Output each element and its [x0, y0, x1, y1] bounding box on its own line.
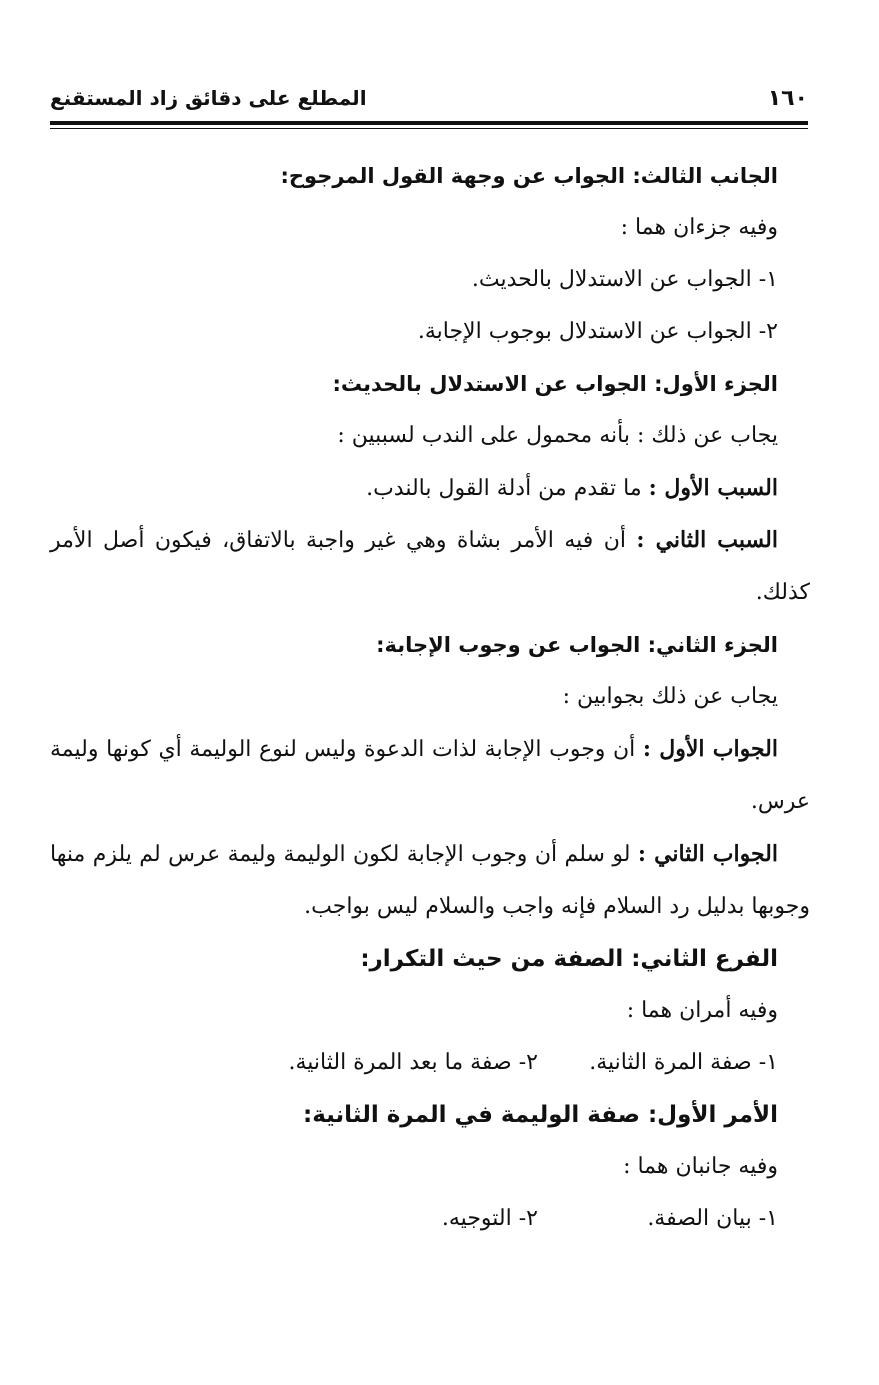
subsection-heading: الجزء الثاني: الجواب عن وجوب الإجابة: [376, 633, 778, 657]
paragraph [50, 723, 810, 828]
section-intro: وفيه أمران هما : [626, 998, 778, 1023]
paragraph: يجاب عن ذلك : بأنه محمول على الندب لسببين : [337, 423, 778, 448]
paragraph-text: أن فيه الأمر بشاة وهي غير واجبة بالاتفاق، فيكون أصل الأمر كذلك. [50, 528, 810, 605]
list-item: ٢- الجواب عن الاستدلال بوجوب الإجابة. [417, 319, 778, 344]
list-item: ٢- صفة ما بعد المرة الثانية. [288, 1050, 538, 1075]
paragraph [50, 828, 810, 933]
paragraph: يجاب عن ذلك بجوابين : [562, 684, 778, 709]
list-item: ١- بيان الصفة. [647, 1206, 778, 1231]
list-item: ١- الجواب عن الاستدلال بالحديث. [471, 267, 778, 292]
lead-term: السبب الأول : [648, 475, 778, 501]
list-item: ١- صفة المرة الثانية. [589, 1050, 778, 1075]
subsection-heading: الأمر الأول: صفة الوليمة في المرة الثانية: [303, 1102, 778, 1128]
lead-term: الجواب الثاني : [637, 841, 778, 867]
paragraph [50, 462, 810, 514]
lead-term: السبب الثاني : [636, 527, 778, 553]
running-header [50, 86, 808, 118]
two-column-list [50, 1193, 810, 1245]
list-item: ٢- التوجيه. [441, 1206, 538, 1231]
subsection-heading: الجزء الأول: الجواب عن الاستدلال بالحديث: [332, 372, 778, 396]
lead-term: الجواب الأول : [642, 736, 778, 762]
section-heading: الفرع الثاني: الصفة من حيث التكرار: [360, 946, 778, 972]
section-intro: وفيه جانبان هما : [623, 1154, 778, 1179]
section-intro: وفيه جزءان هما : [620, 215, 778, 240]
paragraph-text: ما تقدم من أدلة القول بالندب. [366, 476, 649, 501]
section-heading: الجانب الثالث: الجواب عن وجهة القول المرجوح: [280, 164, 778, 188]
two-column-list [50, 1037, 810, 1089]
running-title: المطلع على دقائق زاد المستقنع [50, 86, 367, 110]
header-rule-thin [50, 128, 808, 129]
header-rule-thick [50, 121, 808, 125]
page-number: ١٦٠ [767, 86, 808, 111]
page-body [50, 150, 810, 1245]
paragraph-text: أن وجوب الإجابة لذات الدعوة وليس لنوع الوليمة أي كونها وليمة عرس. [50, 737, 810, 814]
paragraph-text: لو سلم أن وجوب الإجابة لكون الوليمة وليمة عرس لم يلزم منها وجوبها بدليل رد السلام فإنه واجب والسلام ليس بواجب. [50, 842, 810, 919]
paragraph [50, 514, 810, 619]
